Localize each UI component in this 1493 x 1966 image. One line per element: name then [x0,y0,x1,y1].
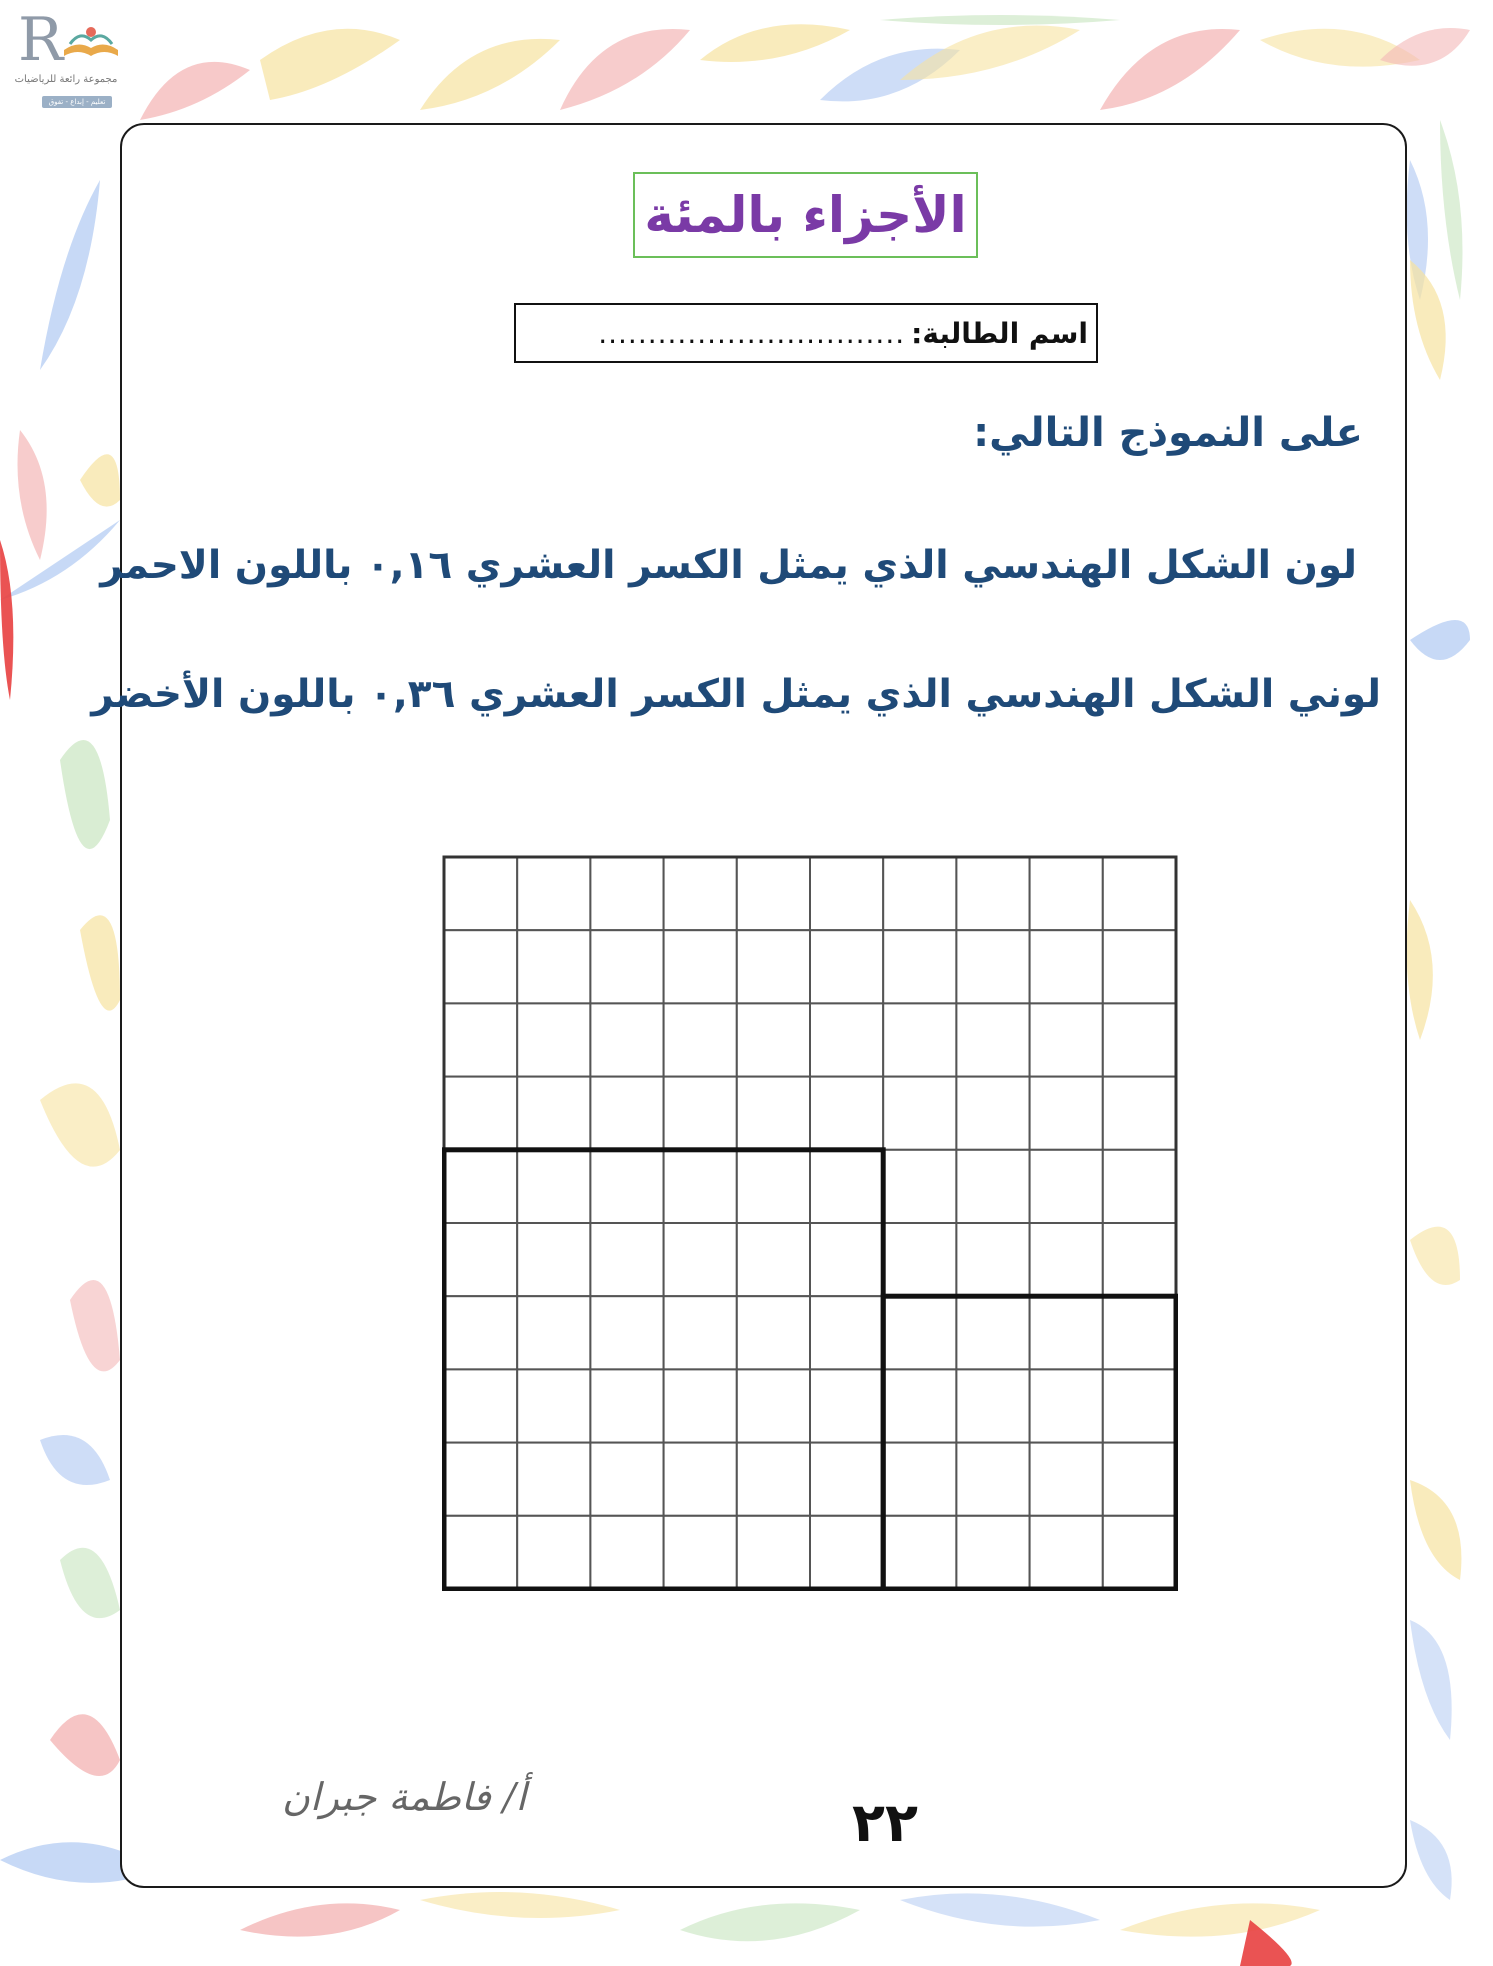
grid-cell[interactable] [444,1443,517,1516]
grid-cell[interactable] [883,1516,956,1589]
grid-cell[interactable] [956,1443,1029,1516]
grid-cell[interactable] [737,1516,810,1589]
grid-cell[interactable] [883,930,956,1003]
grid-cell[interactable] [1030,1077,1103,1150]
grid-cell[interactable] [517,1150,590,1223]
grid-cell[interactable] [737,930,810,1003]
grid-cell[interactable] [517,1443,590,1516]
book-icon [60,22,122,62]
grid-cell[interactable] [810,930,883,1003]
grid-cell[interactable] [444,1150,517,1223]
grid-cell[interactable] [883,1150,956,1223]
grid-cell[interactable] [1030,1003,1103,1076]
grid-cell[interactable] [737,1077,810,1150]
student-name-blank[interactable]: ............................... [598,316,906,350]
grid-cell[interactable] [1030,1296,1103,1369]
page-number: ٢٢ [852,1791,918,1854]
grid-cell[interactable] [664,1296,737,1369]
instruction-intro: على النموذج التالي: [973,410,1363,456]
grid-cell[interactable] [444,1077,517,1150]
grid-cell[interactable] [590,1443,663,1516]
grid-cell[interactable] [956,1077,1029,1150]
grid-cell[interactable] [1030,1369,1103,1442]
logo-tagline: تعليم - إبداع - تفوق [42,96,112,108]
grid-cell[interactable] [590,1296,663,1369]
teacher-signature: أ/ فاطمة جبران [282,1775,527,1819]
grid-cell[interactable] [883,1003,956,1076]
grid-cell[interactable] [590,1003,663,1076]
grid-cell[interactable] [883,1296,956,1369]
grid-cell[interactable] [664,1077,737,1150]
hundred-grid[interactable] [442,855,1178,1591]
grid-cell[interactable] [590,930,663,1003]
instruction-red: لون الشكل الهندسي الذي يمثل الكسر العشري ٠,١٦ باللون الاحمر [100,543,1357,588]
grid-cell[interactable] [1103,857,1176,930]
grid-cell[interactable] [590,1223,663,1296]
grid-cell[interactable] [590,857,663,930]
grid-cell[interactable] [664,1150,737,1223]
grid-cell[interactable] [590,1150,663,1223]
grid-cell[interactable] [883,1369,956,1442]
grid-cell[interactable] [737,1296,810,1369]
grid-cell[interactable] [737,1223,810,1296]
grid-cell[interactable] [1103,1296,1176,1369]
grid-cell[interactable] [664,1369,737,1442]
grid-cell[interactable] [664,1003,737,1076]
grid-cell[interactable] [1030,1223,1103,1296]
worksheet-title: الأجزاء بالمئة [644,186,967,244]
grid-cell[interactable] [1030,1443,1103,1516]
logo-text: مجموعة رائعة للرياضيات [14,74,118,85]
grid-cell[interactable] [664,1443,737,1516]
grid-cell[interactable] [737,1003,810,1076]
grid-cell[interactable] [737,857,810,930]
grid-cell[interactable] [517,857,590,930]
grid-cell[interactable] [444,930,517,1003]
grid-cell[interactable] [517,1003,590,1076]
grid-cell[interactable] [737,1150,810,1223]
grid-cell[interactable] [444,1369,517,1442]
grid-cell[interactable] [737,1369,810,1442]
grid-cell[interactable] [590,1516,663,1589]
worksheet-card [91,123,1407,1888]
grid-cell[interactable] [444,857,517,930]
grid-cell[interactable] [1103,1223,1176,1296]
grid-cell[interactable] [444,1296,517,1369]
grid-cell[interactable] [810,857,883,930]
grid-cell[interactable] [664,1516,737,1589]
student-name-field[interactable] [514,303,1098,363]
grid-cell[interactable] [590,1369,663,1442]
grid-cell[interactable] [810,1516,883,1589]
grid-cell[interactable] [956,1223,1029,1296]
grid-cell[interactable] [883,1077,956,1150]
grid-cell[interactable] [956,1150,1029,1223]
grid-cell[interactable] [1103,1003,1176,1076]
grid-cell[interactable] [737,1443,810,1516]
grid-cell[interactable] [1030,1150,1103,1223]
grid-cell[interactable] [517,1516,590,1589]
grid-cell[interactable] [810,1077,883,1150]
grid-cell[interactable] [810,1443,883,1516]
grid-cell[interactable] [810,1296,883,1369]
grid-cell[interactable] [1030,857,1103,930]
grid-cell[interactable] [664,1223,737,1296]
grid-cell[interactable] [1103,1369,1176,1442]
grid-cell[interactable] [956,1516,1029,1589]
grid-cell[interactable] [1030,930,1103,1003]
grid-cell[interactable] [664,930,737,1003]
grid-cell[interactable] [517,930,590,1003]
title-frame [633,172,978,258]
grid-cell[interactable] [810,1223,883,1296]
grid-cell[interactable] [1103,1150,1176,1223]
grid-cell[interactable] [444,1223,517,1296]
grid-cell[interactable] [956,1003,1029,1076]
grid-cell[interactable] [883,1443,956,1516]
student-name-label: اسم الطالبة: [911,316,1088,350]
grid-cell[interactable] [1103,1077,1176,1150]
grid-cell[interactable] [883,1223,956,1296]
grid-cell[interactable] [664,857,737,930]
grid-cell[interactable] [444,1003,517,1076]
grid-cell[interactable] [517,1223,590,1296]
publisher-logo [10,5,125,115]
instruction-green: لوني الشكل الهندسي الذي يمثل الكسر العشري ٠,٣٦ باللون الأخضر [91,672,1381,717]
grid-cell[interactable] [810,1150,883,1223]
grid-cell[interactable] [517,1077,590,1150]
grid-cell[interactable] [956,1296,1029,1369]
grid-cell[interactable] [810,1003,883,1076]
grid-cell[interactable] [1030,1516,1103,1589]
grid-cell[interactable] [883,857,956,930]
grid-cell[interactable] [1103,1443,1176,1516]
grid-cell[interactable] [517,1369,590,1442]
grid-cell[interactable] [810,1369,883,1442]
grid-cell[interactable] [517,1296,590,1369]
grid-cell[interactable] [956,930,1029,1003]
grid-cell[interactable] [444,1516,517,1589]
grid-cell[interactable] [1103,1516,1176,1589]
grid-cell[interactable] [590,1077,663,1150]
logo-letter: R [18,5,64,75]
grid-cell[interactable] [956,1369,1029,1442]
grid-cell[interactable] [1103,930,1176,1003]
grid-cell[interactable] [956,857,1029,930]
